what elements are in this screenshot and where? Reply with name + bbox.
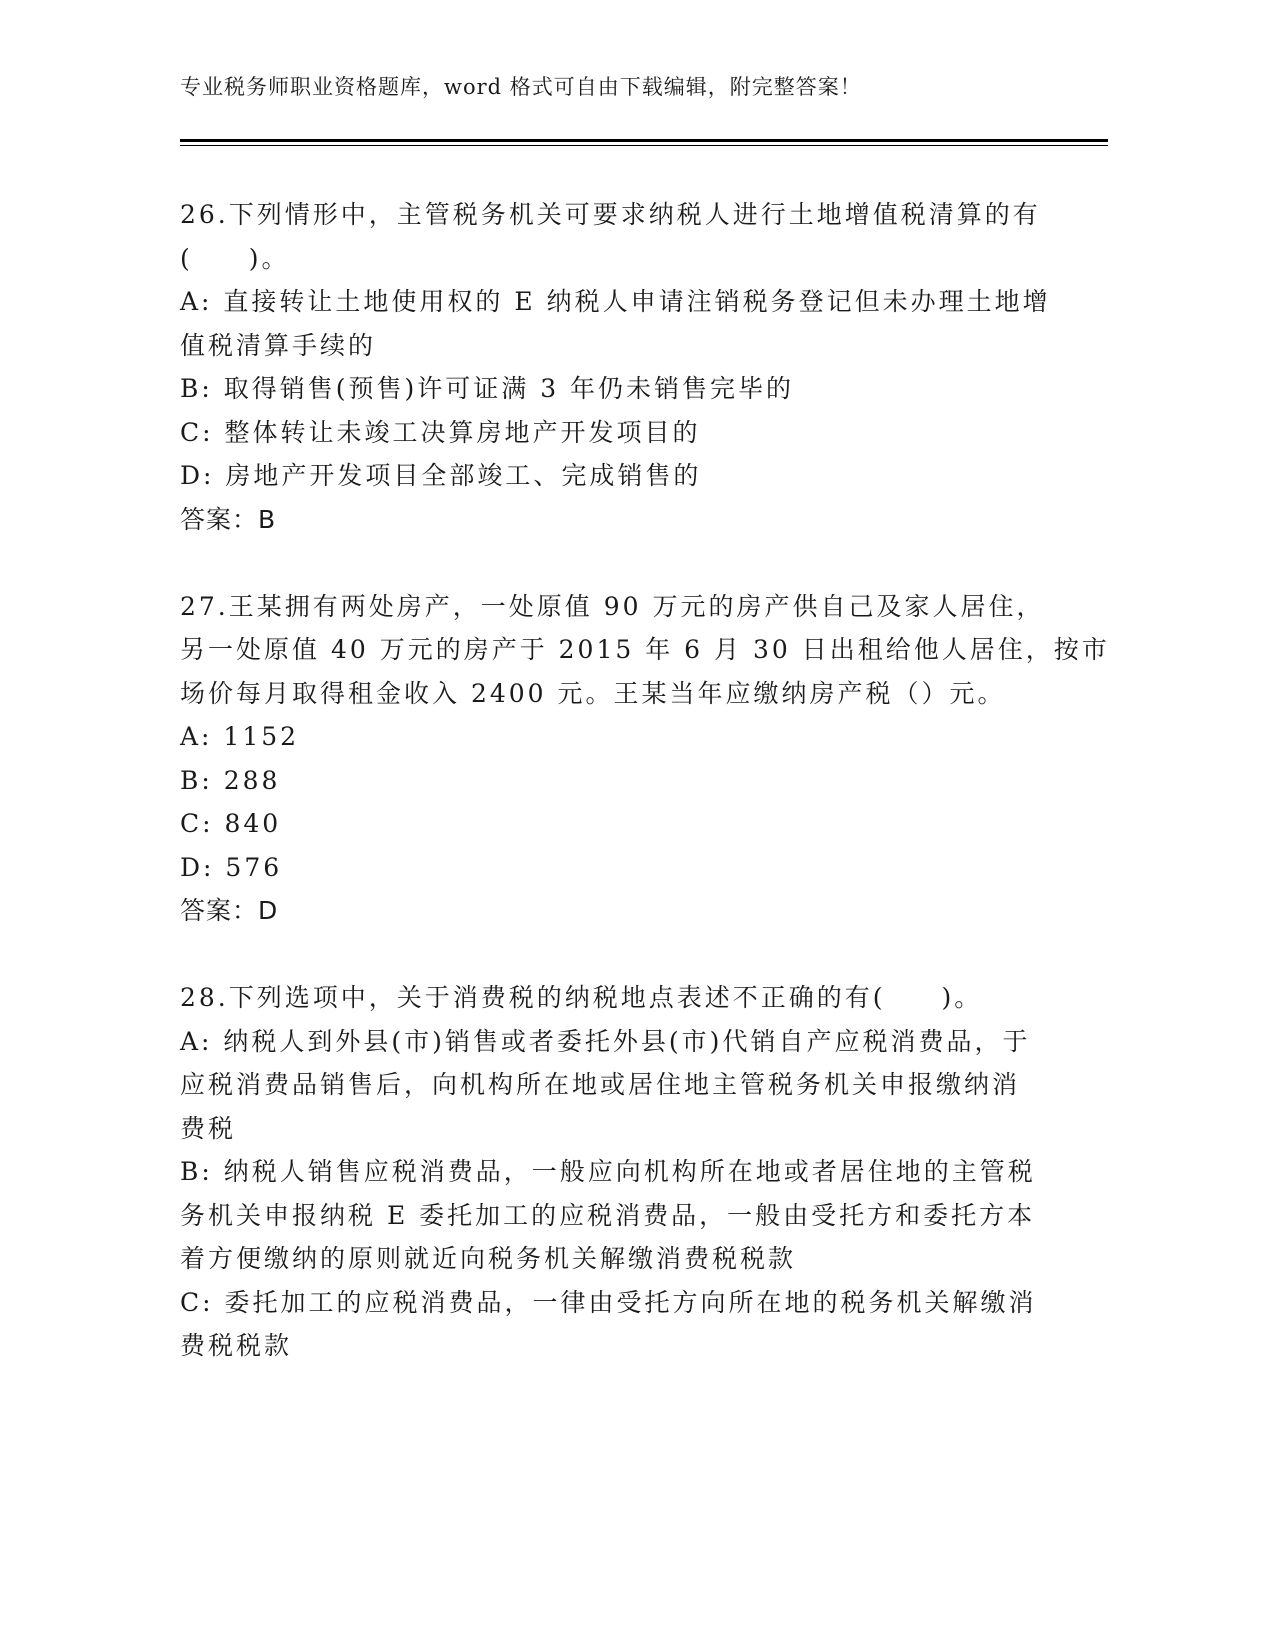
option-a: A: 直接转让土地使用权的 E 纳税人申请注销税务登记但未办理土地增 <box>180 287 1051 316</box>
option-b-continued: 务机关申报纳税 E 委托加工的应税消费品，一般由受托方和委托方本 <box>180 1200 1036 1230</box>
answer-line: 答案：B <box>180 504 277 534</box>
question-stem-line: 场价每月取得租金收入 2400 元。王某当年应缴纳房产税（）元。 <box>180 678 1006 708</box>
option-a: A: 纳税人到外县(市)销售或者委托外县(市)代销自产应税消费品，于 <box>180 1026 1031 1056</box>
question-stem-line: 26.下列情形中，主管税务机关可要求纳税人进行土地增值税清算的有 <box>180 200 1041 229</box>
question-28 <box>180 976 1037 1368</box>
header-rule-thick <box>180 139 1108 142</box>
question-stem-line: ( )。 <box>180 243 290 273</box>
question-27 <box>180 585 1110 933</box>
question-stem-line: 27.王某拥有两处房产，一处原值 90 万元的房产供自己及家人居住， <box>180 591 1045 621</box>
option-c: C: 委托加工的应税消费品，一律由受托方向所在地的税务机关解缴消 <box>180 1287 1037 1317</box>
option-a-continued: 应税消费品销售后，向机构所在地或居住地主管税务机关申报缴纳消 <box>180 1070 1021 1099</box>
header-rule-thin <box>180 145 1108 146</box>
option-d: D: 576 <box>180 852 283 882</box>
question-stem-line: 另一处原值 40 万元的房产于 2015 年 6 月 30 日出租给他人居住，按市 <box>180 635 1110 664</box>
option-c: C: 整体转让未竣工决算房地产开发项目的 <box>180 417 701 447</box>
option-c-continued: 费税税款 <box>180 1331 293 1360</box>
option-d: D: 房地产开发项目全部竣工、完成销售的 <box>180 461 702 490</box>
option-a: A: 1152 <box>180 722 300 751</box>
option-b: B: 纳税人销售应税消费品，一般应向机构所在地或者居住地的主管税 <box>180 1157 1036 1186</box>
question-list <box>180 193 1110 1411</box>
answer-line: 答案：D <box>180 896 279 925</box>
option-b: B: 取得销售(预售)许可证满 3 年仍未销售完毕的 <box>180 374 795 403</box>
option-c: C: 840 <box>180 809 282 838</box>
option-a-continued: 费税 <box>180 1113 237 1143</box>
page-header: 专业税务师职业资格题库，word 格式可自由下载编辑，附完整答案！ <box>180 75 862 99</box>
question-26 <box>180 193 1051 541</box>
option-b: B: 288 <box>180 765 281 795</box>
option-b-continued: 着方便缴纳的原则就近向税务机关解缴消费税税款 <box>180 1244 797 1273</box>
question-stem-line: 28.下列选项中，关于消费税的纳税地点表述不正确的有( )。 <box>180 983 983 1012</box>
option-a-continued: 值税清算手续的 <box>180 330 377 360</box>
